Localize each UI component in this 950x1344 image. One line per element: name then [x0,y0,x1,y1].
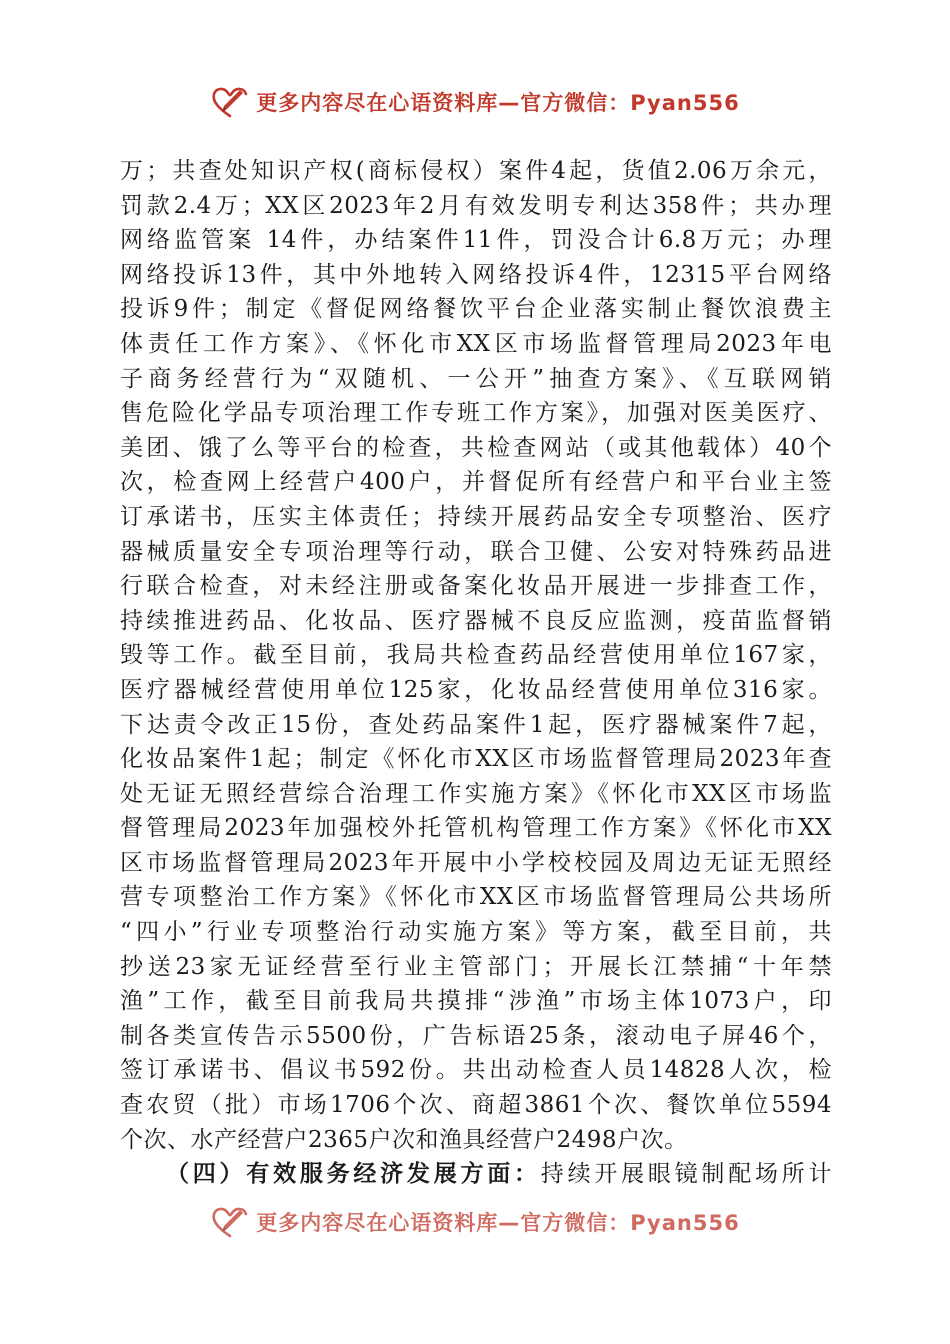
text-line: 器械质量安全专项治理等行动，联合卫健、公安对特殊药品进 [120,538,832,565]
text-line: 网络监管案 14件，办结案件11件，罚没合计6.8万元；办理 [120,227,832,254]
text-line: 毁等工作。截至目前，我局共检查药品经营使用单位167家， [120,642,832,669]
text-line: 督管理局2023年加强校外托管机构管理工作方案》《怀化市XX [120,815,832,842]
heart-pen-logo-icon [210,1204,250,1240]
text-line: 化妆品案件1起；制定《怀化市XX区市场监督管理局2023年查 [120,746,832,773]
section-text: 持续开展眼镜制配场所计 [540,1161,833,1188]
text-line: 抄送23家无证经营至行业主管部门；开展长江禁捕“十年禁 [120,953,832,980]
watermark-header [0,82,950,122]
text-line: 渔”工作，截至目前我局共摸排“涉渔”市场主体1073户，印 [120,988,832,1015]
watermark-text: 更多内容尽在心语资料库—官方微信：Pyan556 [256,1211,740,1235]
text-line: 行联合检查，对未经注册或备案化妆品开展进一步排查工作， [120,573,832,600]
text-line: 签订承诺书、倡议书592份。共出动检查人员14828人次，检 [120,1057,832,1084]
section-heading-line [120,1157,832,1192]
text-line: 售危险化学品专项治理工作专班工作方案》，加强对医美医疗、 [120,400,832,427]
watermark-text: 更多内容尽在心语资料库—官方微信：Pyan556 [256,91,740,115]
text-line: 订承诺书，压实主体责任；持续开展药品安全专项整治、医疗 [120,503,832,530]
text-line: 美团、饿了么等平台的检查，共检查网站（或其他载体）40个 [120,434,832,461]
text-line: 制各类宣传告示5500份，广告标语25条，滚动电子屏46个， [120,1022,832,1049]
text-line: 罚款2.4万；XX区2023年2月有效发明专利达358件；共办理 [120,192,832,219]
text-line: 万；共查处知识产权(商标侵权）案件4起，货值2.06万余元， [120,158,832,184]
text-line: 区市场监督管理局2023年开展中小学校校园及周边无证无照经 [120,849,832,876]
text-line: 体责任工作方案》、《怀化市XX区市场监督管理局2023年电 [120,330,832,357]
text-line: 个次、水产经营户2365户次和渔具经营户2498户次。 [120,1126,688,1153]
heart-pen-logo-icon [210,84,250,120]
text-line: 下达责令改正15份，查处药品案件1起，医疗器械案件7起， [120,711,832,738]
text-line: 医疗器械经营使用单位125家，化妆品经营使用单位316家。 [120,676,832,703]
section-heading: （四）有效服务经济发展方面： [166,1160,541,1188]
text-line: 持续推进药品、化妆品、医疗器械不良反应监测，疫苗监督销 [120,607,832,634]
text-line: 查农贸（批）市场1706个次、商超3861个次、餐饮单位5594 [120,1092,832,1119]
text-line: 投诉9件；制定《督促网络餐饮平台企业落实制止餐饮浪费主 [120,296,832,323]
text-line: 次，检查网上经营户400户，并督促所有经营户和平台业主签 [120,469,832,496]
text-line: 网络投诉13件，其中外地转入网络投诉4件，12315平台网络 [120,261,832,288]
text-line: 子商务经营行为“双随机、一公开”抽查方案》、《互联网销 [120,365,832,392]
text-line: 处无证无照经营综合治理工作实施方案》《怀化市XX区市场监 [120,780,832,807]
watermark-footer [0,1202,950,1242]
text-line: “四小”行业专项整治行动实施方案》等方案，截至目前，共 [120,919,832,946]
document-body [120,154,832,1192]
text-line: 营专项整治工作方案》《怀化市XX区市场监督管理局公共场所 [120,884,832,911]
